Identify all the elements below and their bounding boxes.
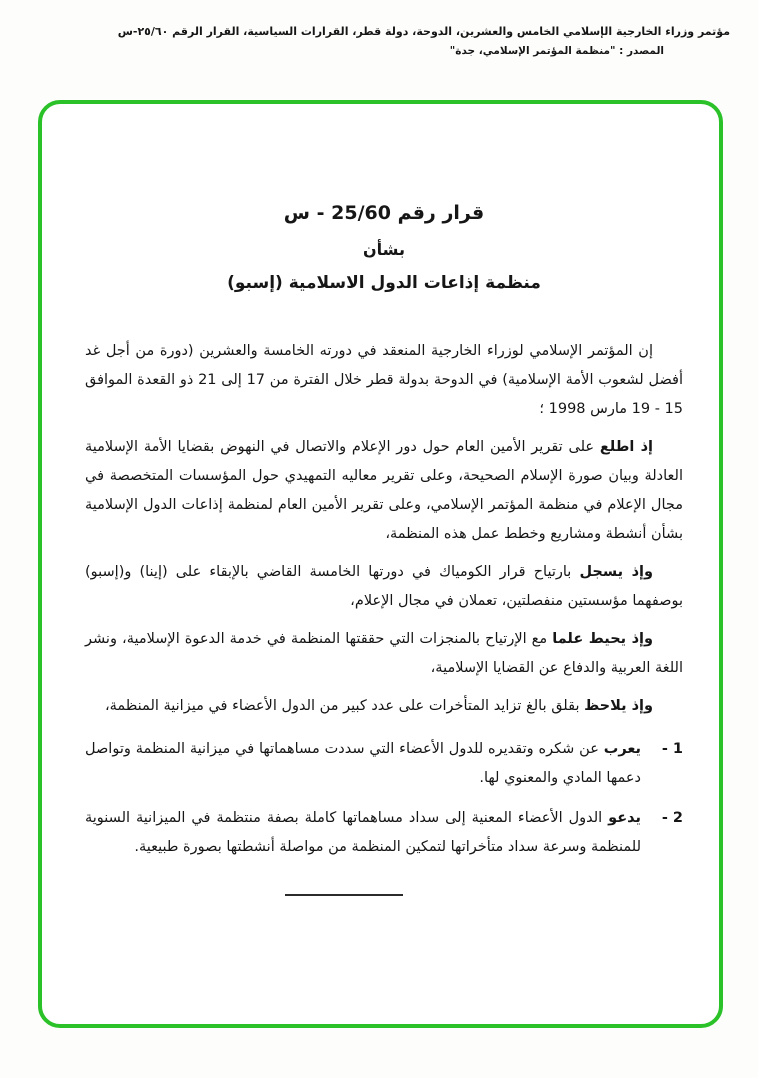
header-citation: مؤتمر وزراء الخارجية الإسلامي الخامس والعشرين، الدوحة، دولة قطر، القرارات السياسية، القرار الرقم ٢٥/٦٠-س [117,25,730,38]
resolution-subject: منظمة إذاعات الدول الاسلامية (إسبو) [227,273,541,293]
operative-items [85,735,683,862]
clause-text: بارتياح قرار الكومياك في دورتها الخامسة القاضي بالإبقاء على (إينا) و(إسبو) بوصفهما مؤسستين منفصلتين، تعملان في مجال الإعلام، [85,564,683,609]
resolution-subtitle: بشأن [363,240,405,259]
clause-paragraph [85,433,683,549]
document-frame [38,100,723,1028]
item-text: عن شكره وتقديره للدول الأعضاء التي سددت مساهماتها في ميزانية المنظمة وتواصل دعمها المادي والمعنوي لها. [85,741,641,786]
item-paragraph [85,735,641,793]
item-lead: يعرب [603,741,641,757]
clause-text: على تقرير الأمين العام حول دور الإعلام والاتصال في النهوض بقضايا الأمة الإسلامية العادلة وبيان صورة الإسلام الصحيحة، وعلى تقرير معاليه التمهيدي حول المؤسسات المتخصصة في مجال الإعلام في منظمة المؤتمر الإسلامي، وعلى تقرير الأمين العام لمنظمة إذاعات الدول الإسلامية بشأن أنشطة ومشاريع وخطط عمل هذه المنظمة، [85,439,683,542]
clause-paragraph [85,692,683,721]
clause-lead: وإذ يحيط علما [552,631,654,647]
resolution-title: قرار رقم 25/60 - س [283,202,485,224]
item-marker: 2 - [661,810,683,826]
operative-item [85,804,683,862]
clause-lead: إذ اطلع [599,439,653,455]
footer-separator [285,894,403,896]
title-block [85,202,683,293]
item-marker: 1 - [661,741,683,757]
clause-text: بقلق بالغ تزايد المتأخرات على عدد كبير من الدول الأعضاء في ميزانية المنظمة، [104,698,580,714]
document-header [16,25,730,57]
clause-lead: وإذ يلاحظ [584,698,653,714]
operative-item [85,735,683,793]
clause-paragraph [85,625,683,683]
item-paragraph [85,804,641,862]
clause-text: مع الإرتياح بالمنجزات التي حققتها المنظمة في خدمة الدعوة الإسلامية، ونشر اللغة العربية والدفاع عن القضايا الإسلامية، [85,631,683,676]
preamble-paragraph: إن المؤتمر الإسلامي لوزراء الخارجية المنعقد في دورته الخامسة والعشرين (دورة من أجل غد أفضل لشعوب الأمة الإسلامية) في الدوحة بدولة قطر خلال الفترة من 17 إلى 21 ذو القعدة الموافق 15 - 19 مارس 1998 ؛ [85,343,683,417]
clause-paragraph [85,558,683,616]
clause-lead: وإذ يسجل [579,564,654,580]
document-content [42,104,719,1024]
item-text: الدول الأعضاء المعنية إلى سداد مساهماتها كاملة بصفة منتظمة في الميزانية السنوية للمنظمة وسرعة سداد متأخراتها لتمكين المنظمة من مواصلة أنشطتها بصورة طبيعية. [85,810,641,855]
header-source: المصدر : "منظمة المؤتمر الإسلامي، جدة" [449,45,664,57]
item-lead: يدعو [608,810,641,826]
